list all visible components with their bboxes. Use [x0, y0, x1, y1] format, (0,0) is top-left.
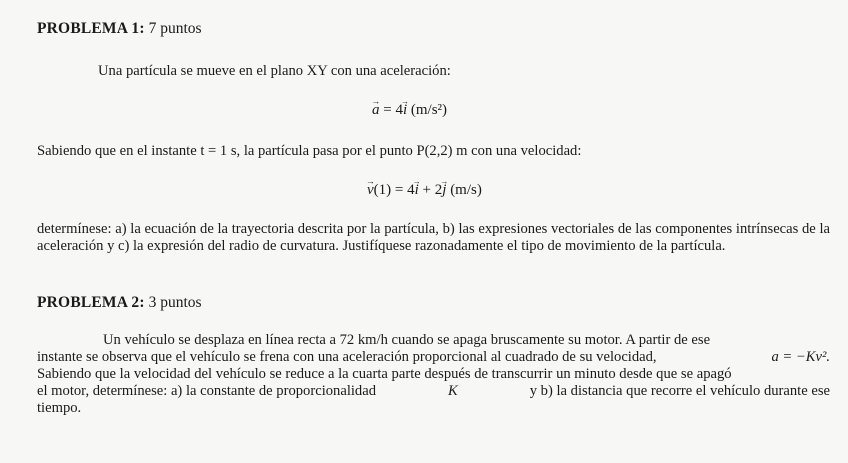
problem2-line-2 — [37, 349, 830, 366]
acceleration-symbol: a → — [372, 101, 380, 119]
acceleration-equation — [372, 101, 447, 119]
problem2-line-4a: el motor, determínese: a) la constante de proporcionalidad — [37, 383, 376, 399]
problem2-line-5: tiempo. — [37, 400, 82, 416]
problem2-line-1: Un vehículo se desplaza en línea recta a 72 km/h cuando se apaga bruscamente su motor. A partir de ese — [103, 332, 711, 348]
problem1-task: determínese: a) la ecuación de la trayectoria descrita por la partícula, b) las expresiones vectoriales de las componentes intrínsecas de la aceleración y c) la expresión del radio de curvatura. Justifíquese razonadamente el tipo de movimiento de la partícula. — [37, 221, 830, 254]
acceleration-equals: = 4 — [379, 102, 403, 118]
drag-equation: a = −Kv². — [771, 349, 830, 365]
velocity-unit: (m/s) — [446, 182, 482, 198]
velocity-arg: (1) = 4 — [373, 182, 415, 198]
problem2-line-4 — [37, 383, 830, 400]
problem1-intro: Una partícula se mueve en el plano XY con una aceleración: — [98, 63, 451, 79]
unit-vector-i: i → — [403, 101, 407, 119]
problem1-heading — [37, 20, 202, 38]
problem2-line-2-text: instante se observa que el vehículo se frena con una aceleración proporcional al cuadrado de su velocidad, — [37, 349, 657, 365]
problem1-condition: Sabiendo que en el instante t = 1 s, la partícula pasa por el punto P(2,2) m con una velocidad: — [37, 143, 582, 159]
problem2-line-3: Sabiendo que la velocidad del vehículo se reduce a la cuarta parte después de transcurrir un minuto desde que se apagó — [37, 366, 732, 382]
problem2-points: 3 puntos — [148, 294, 202, 311]
unit-vector-i: i → — [415, 181, 419, 199]
problem2-heading — [37, 294, 202, 312]
acceleration-unit: (m/s²) — [407, 102, 448, 118]
velocity-equation — [367, 181, 482, 199]
problem2-heading-label: PROBLEMA 2: — [37, 294, 145, 311]
problem2-line-4b: y b) la distancia que recorre el vehículo durante ese — [529, 383, 830, 399]
problem1-heading-label: PROBLEMA 1: — [37, 20, 145, 37]
constant-K: K — [448, 383, 458, 399]
unit-vector-j: j → — [442, 181, 446, 199]
velocity-symbol: v → — [367, 181, 374, 199]
velocity-plus: + 2 — [418, 182, 443, 198]
problem1-points: 7 puntos — [148, 20, 202, 37]
